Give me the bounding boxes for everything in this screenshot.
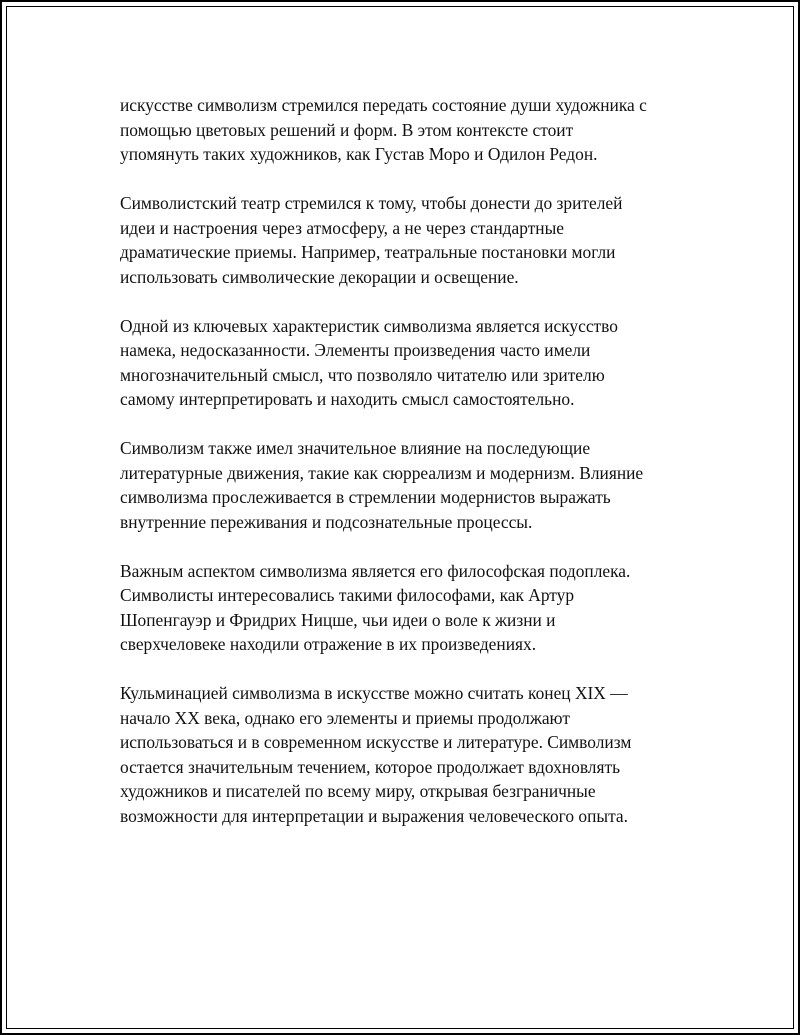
text-line: самому интерпретировать и находить смысл самостоятельно. <box>120 389 575 409</box>
paragraph-4 <box>120 436 700 534</box>
text-line: искусстве символизм стремился передать состояние души художника с <box>120 95 647 115</box>
text-line: Шопенгауэр и Фридрих Ницше, чьи идеи о воле к жизни и <box>120 609 556 630</box>
text-line: идеи и настроения через атмосферу, а не через стандартные <box>120 217 565 238</box>
text-line: драматические приемы. Например, театральные постановки могли <box>120 242 616 262</box>
paragraph-1 <box>120 93 700 167</box>
text-line: Символистский театр стремился к тому, чтобы донести до зрителей <box>120 193 623 213</box>
document-body <box>120 93 700 853</box>
text-line: внутренние переживания и подсознательные процессы. <box>120 511 533 532</box>
paragraph-5 <box>120 559 700 657</box>
paragraph-6 <box>120 681 700 828</box>
text-line: начало XX века, однако его элементы и приемы продолжают <box>120 707 570 728</box>
text-line: сверхчеловеке находили отражение в их произведениях. <box>120 634 537 654</box>
text-line: Важным аспектом символизма является его философская подоплека. <box>120 560 631 581</box>
text-line: Символисты интересовались такими философами, как Артур <box>120 585 575 605</box>
text-line: многозначительный смысл, что позволяло читателю или зрителю <box>120 364 605 385</box>
text-line: символизма прослеживается в стремлении модернистов выражать <box>120 487 611 507</box>
text-line: Кульминацией символизма в искусстве можно считать конец XIX — <box>120 683 628 703</box>
text-line: художников и писателей по всему миру, открывая безграничные <box>120 781 596 801</box>
text-line: намека, недосказанности. Элементы произведения часто имели <box>120 340 591 360</box>
text-line: Символизм также имел значительное влияние на последующие <box>120 438 591 458</box>
text-line: использовать символические декорации и освещение. <box>120 266 519 287</box>
text-line: Одной из ключевых характеристик символизма является искусство <box>120 315 618 336</box>
text-line: упомянуть таких художников, как Густав Моро и Одилон Редон. <box>120 144 598 164</box>
paragraph-2 <box>120 191 700 289</box>
text-line: возможности для интерпретации и выражения человеческого опыта. <box>120 805 628 826</box>
text-line: использоваться и в современном искусстве и литературе. Символизм <box>120 732 632 752</box>
text-line: остается значительным течением, которое продолжает вдохновлять <box>120 756 621 777</box>
text-line: помощью цветовых решений и форм. В этом контексте стоит <box>120 119 574 140</box>
paragraph-3 <box>120 314 700 412</box>
text-line: литературные движения, такие как сюрреализм и модернизм. Влияние <box>120 462 644 483</box>
